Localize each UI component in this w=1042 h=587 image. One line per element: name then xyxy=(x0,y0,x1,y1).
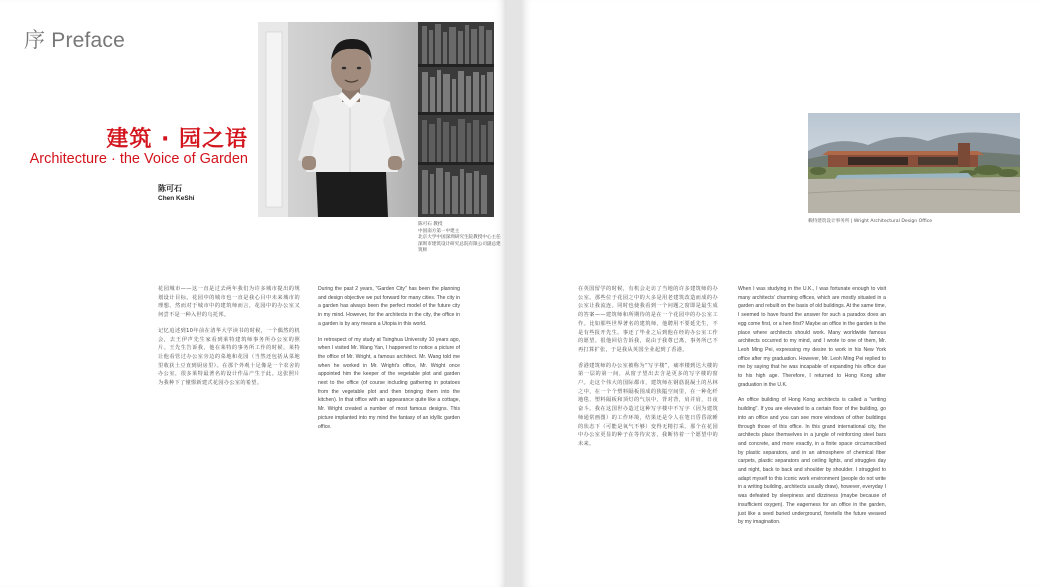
author-name-english: Chen KeShi xyxy=(158,195,195,202)
author-name-chinese: 陈可石 xyxy=(158,184,182,193)
portrait-caption xyxy=(418,222,504,255)
author-portrait-photo xyxy=(258,22,494,217)
author-block xyxy=(158,184,194,203)
portrait-illustration xyxy=(258,22,494,217)
body-paragraph: An office building of Hong Kong architects is called a "writing building". If you are elevated to a certain floor of the building, go into an office and you can see more windows of other buildings through those of this office. In this grand international city, the architects place themselves in a jungle of reinforcing steel bars and concrete, and more exactly, in a finite space circumscribed by plastic separators, and in an atmosphere of chemical fiber carpets, plastic separators and ceiling lights, and struggles day and night, back to back and shoulder by shoulder. I struggled to adapt myself to this iconic work environment (people do not write in a writing building, architects usually draw), however, everyday I was defeated by sleepiness and dizziness (maybe because of insufficient oxygen). The eagerness for an office in the garden, just like a seed buried underground, foretells the future weaved by my imagination. xyxy=(738,397,886,526)
body-paragraph: 香港建筑师的办公室被称为“写字楼”，痛率楼到达大楼的第一层的第一间，从窗子望出去含是更多的写字楼的窗户。走这个伟大的国际都市，建筑师在钢筋混凝土的丛林之中，在一个个塑料隔板围成的狭隘空间里，在一种化纤地毯、塑料隔板和顶灯的气氛中，背对背，肩并肩，日夜奋斗。我在这国世办造过这种写字楼中不写字（因为建筑师通常画图）的工作环境，结果还是令人在笔日昏昏欲睡的状态下（可能是氧气不够）变得无精打采。那个在花园中办公室更显的种子在等待灾害，我断待着一个愿望中的未来。 xyxy=(578,362,718,447)
office-photo-caption: 赖特建筑设计事务所 | Wright Architectural Design Office xyxy=(808,219,933,224)
body-paragraph: 记忆追述到10年前在清华大学读书的时候，一个偶然的机会，去王伊声先生家看到莱特建筑师事务所办公室的照片。王先生告诉我，他在莱特的事务所工作的时候，莱特让他看管过办公室旁边的菜地和花园（当然还包括从菜地里收获土豆直到厨房里）。在那个外观十足像是一个农舍的办公室，很多莱特最著名的设计作品产生于此。这张照片为我种下了憧憬新建式花园办公室的希望。 xyxy=(158,327,300,387)
heading-chinese: 建筑 · 园之语 xyxy=(106,127,248,152)
body-paragraph: In retrospect of my study at Tsinghua University 10 years ago, when I visited Mr. Wang Yan, I happened to notice a picture of the office of Mr. Wright, a famous architect. Mr. Wang told me when he worked in Mr. Wright's office, Mr. Wright once appointed him the keeper of the vegetable plot and garden next to the office (of course including gathering in potatoes from the vegetable plot and then bringing them into the kitchen). In that office with an appearance quite like a cottage, Mr. Wright created a number of most famous designs. This picture implanted into my mind the fantasy of an idyllic garden office. xyxy=(318,336,460,430)
right-page xyxy=(522,0,1042,587)
chinese-text-column xyxy=(158,285,300,395)
body-paragraph: When I was studying in the U.K., I was fortunate enough to visit many architects' charming offices, which are mostly situated in a garden and rebuilt on the basis of old buildings. At the same time, I seemed to have found the answer for such a paradox does an egg come first, or a hen first? Maybe an office in the garden is the place where architects should work. Many worldwide famous architects occurred to my mind, and I wrote to one of them, Mr. Leoh Ming Pei, expressing my desire to work in his New York office after my graduation. However, Mr. Leoh Ming Pei replied to me by saying that he was incapable of expanding his office due to his high age. Therefore, I returned to Hong Kong after graduation in the U.K. xyxy=(738,286,886,388)
left-page xyxy=(0,0,506,587)
office-landscape-illustration xyxy=(808,113,1020,213)
body-paragraph: 在英国留学的时候，有机会走访了当地的许多建筑师的办公室。那些位于花园之中的大多是用老建筑改造而成的办公室让我流连。同时也使我看到一个问题之窗即是最生成的答案——建筑师和所期待的是在一个花园中的办公室工作。比如那些世界著名的建筑师，他聘用不要延先生，不是有些报开先生。事还了毕业之后到他在经的办公室工作的愿望。很他回信告诉我，说由于我尊已离，事务所已不再打算扩张，于是我从英国全业起到了香港。 xyxy=(578,286,718,353)
caption-line: 北京大学中国深圳研究生院教授中心主任 xyxy=(418,235,501,240)
body-paragraph: During the past 2 years, "Garden City" has been the planning and design objective we put forward for many cities. The city in a garden has always been the perfect model of the future city in my mind. However, for the architects in the city, the office in a garden is by any means a Utopia in this world. xyxy=(318,286,460,327)
caption-line: 中国南方第一中建主 xyxy=(418,228,460,234)
section-title: 序 Preface xyxy=(24,29,126,52)
chinese-text-column xyxy=(578,285,718,456)
english-text-column xyxy=(318,285,460,438)
wright-office-photo xyxy=(808,113,1020,213)
english-text-column xyxy=(738,285,886,534)
caption-line: 深圳市建筑设计研究总院有限公司副总建筑师 xyxy=(418,241,501,253)
heading-english: Architecture · the Voice of Garden xyxy=(29,151,248,167)
caption-line: 陈可石 教授 xyxy=(418,222,443,227)
body-paragraph: 花园城市——这一直是过去两年我们为许多城市提出的规划设计目标。花园中的城市也一直是我心目中未来城市的理想。然而对于城市中的建筑师而言，花园中的办公室又何尝不是一种入世的乌托邦。 xyxy=(158,286,300,319)
